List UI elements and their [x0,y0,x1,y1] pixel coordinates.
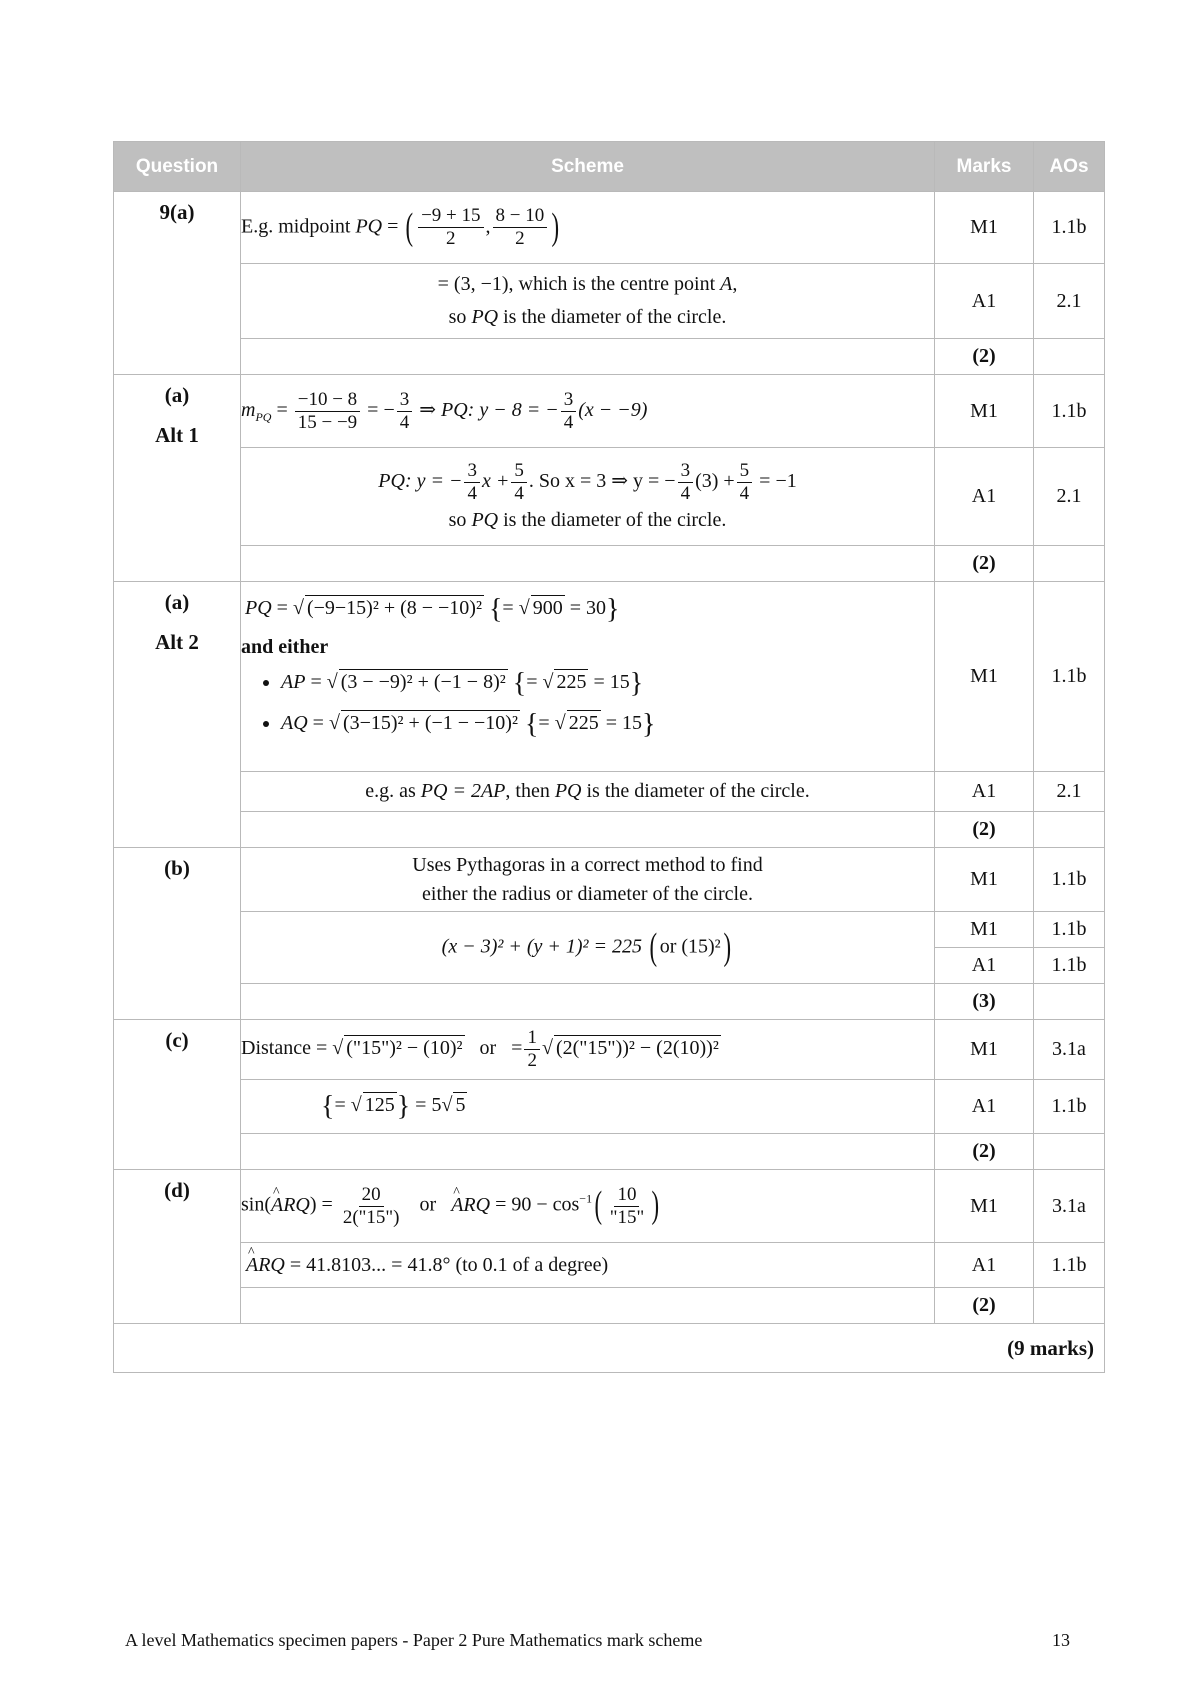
fraction: $\frac{3}{4}$ [678,460,694,505]
scheme-angle: ^ ARQ [271,1194,310,1216]
scheme-text: is the diameter of the circle. [586,780,810,802]
scheme-cell: E.g. midpoint PQ = ( $\frac{-9 + 15}{2}$ , $\frac{8 - 10}{2}$ ) [241,192,935,264]
header-aos: AOs [1034,142,1105,192]
scheme-cell [241,912,935,984]
scheme-text: Uses Pythagoras in a correct method to find [412,853,763,876]
fraction: $\frac{3}{4}$ [397,389,413,434]
table-row [114,1020,1105,1080]
ao-cell: 1.1b [1034,912,1105,948]
scheme-cell: PQ = √ (−9−15)² + (8 − −10)² {= √ 900 = 30} and either • AP = √ (3 − −9)² + (−1 − 8)² {= √ 225 = 15} • AQ = √ (3−15)² + (−1 − −10)² {= √ 225 = 15} [241,582,935,772]
paren-open: ( [594,1184,603,1227]
question-alt: Alt 2 [155,630,199,654]
ao-cell [1034,984,1105,1020]
brace-close: } [629,668,644,699]
mark-cell: A1 [935,948,1034,984]
sqrt-radicand: 5 [455,1094,466,1117]
scheme-cell [241,1243,935,1288]
part-total: (2) [935,339,1034,375]
scheme-var: PQ [554,780,582,802]
scheme-cell [241,1170,935,1243]
scheme-text: = [310,671,322,694]
sqrt-radicand: 900 [532,597,563,620]
grand-total: (9 marks) [114,1324,1105,1373]
question-label: 9(a) [114,192,241,375]
table-row [114,264,1105,339]
scheme-angle: ^ ARQ [246,1254,285,1276]
scheme-cell [241,448,935,546]
mark-cell: M1 [935,375,1034,448]
mark-cell: A1 [935,448,1034,546]
bullet-list [241,666,934,742]
scheme-var: PQ [471,306,499,328]
brace-open: { [524,709,539,740]
part-total: (2) [935,1134,1034,1170]
table-row [114,1324,1105,1373]
question-label [114,375,241,582]
ao-cell: 1.1b [1034,1080,1105,1134]
table-row [114,1288,1105,1324]
scheme-var: A [720,273,733,295]
paren-close: ) [651,1184,660,1227]
mark-cell: M1 [935,192,1034,264]
footer-title: A level Mathematics specimen papers - Paper 2 Pure Mathematics mark scheme [125,1630,703,1650]
table-row [114,848,1105,912]
mark-cell: A1 [935,1243,1034,1288]
table-row [114,912,1105,948]
part-total: (3) [935,984,1034,1020]
scheme-text: or [479,1037,497,1060]
scheme-var: AP [281,671,306,694]
sqrt-radicand: (3−15)² + (−1 − −10)² [342,712,518,735]
paren-close: ) [723,925,731,968]
header-question: Question [114,142,241,192]
sqrt-radicand: 225 [568,712,599,735]
question-label: (d) [114,1170,241,1324]
fraction: $\frac{-9 + 15}{2}$ [418,205,483,250]
scheme-text: so [448,509,467,532]
table-row [114,1170,1105,1243]
scheme-text: = [334,1094,346,1117]
scheme-var: PQ [378,469,405,492]
ao-cell: 1.1b [1034,948,1105,984]
table-row [114,546,1105,582]
scheme-text: = [312,712,324,735]
scheme-text: . So x = 3 ⇒ y = − [528,469,676,492]
scheme-text: sin( [241,1193,271,1216]
fraction: $\frac{5}{4}$ [737,460,753,505]
brace-open: { [512,668,527,699]
mark-cell: M1 [935,848,1034,912]
question-label: (c) [114,1020,241,1170]
table-row [114,984,1105,1020]
mark-cell: M1 [935,912,1034,948]
scheme-text: or [419,1193,437,1216]
table-row [114,1134,1105,1170]
ao-cell: 3.1a [1034,1170,1105,1243]
scheme-cell [241,546,935,582]
paren-open: ( [405,205,414,248]
ao-cell: 1.1b [1034,582,1105,772]
header-scheme: Scheme [241,142,935,192]
scheme-text: = [315,1037,328,1060]
scheme-text: ⇒ [419,398,436,421]
scheme-cell [241,1134,935,1170]
sqrt-radicand: (2("15"))² − (2(10))² [555,1037,719,1060]
footer-page-number: 13 [1052,1630,1070,1650]
ao-cell: 2.1 [1034,772,1105,812]
ao-cell: 3.1a [1034,1020,1105,1080]
ao-cell [1034,1134,1105,1170]
table-row [114,339,1105,375]
scheme-text: = − [367,398,395,421]
scheme-var: PQ [255,409,272,424]
scheme-text: or (15)² [659,935,721,958]
scheme-text: , then [505,780,550,802]
scheme-heading: and either [241,636,329,658]
fraction: $\frac{10}{"15"}$ [609,1183,645,1228]
table-row [114,582,1105,772]
scheme-text: is the diameter of the circle. [503,306,727,328]
table-row [114,192,1105,264]
scheme-text: = [526,671,538,694]
table-row [114,375,1105,448]
scheme-cell [241,1288,935,1324]
question-part: (a) [164,383,190,407]
scheme-text: = [276,597,288,620]
ao-cell: 1.1b [1034,375,1105,448]
ao-cell: 2.1 [1034,448,1105,546]
sqrt-radicand: ("15")² − (10)² [346,1037,463,1060]
fraction: $\frac{-10 - 8}{15 - -9}$ [295,389,360,434]
mark-cell: M1 [935,582,1034,772]
scheme-text: ) = [309,1193,333,1216]
ao-cell: 1.1b [1034,848,1105,912]
scheme-text: x + [481,469,510,492]
header-marks: Marks [935,142,1034,192]
scheme-var: PQ [471,509,499,532]
scheme-text: e.g. as [365,780,416,802]
list-item: • AP = √ (3 − −9)² + (−1 − 8)² {= √ 225 = 15} [281,666,934,701]
scheme-equation: (x − 3)² + (y + 1)² = 225 [441,935,643,958]
scheme-text: Distance [241,1037,311,1060]
table-header-row [114,142,1105,192]
scheme-text: : y − 8 = − [467,398,559,421]
scheme-text: = [511,1037,523,1060]
scheme-text: = [387,215,399,238]
ao-cell [1034,546,1105,582]
scheme-text: (3) + [695,469,735,492]
scheme-cell [241,772,935,812]
fraction: $\frac{20}{2("15")}$ [342,1183,400,1228]
brace-open: { [321,1091,335,1122]
scheme-text: = −1 [759,469,797,492]
scheme-text: , [732,273,738,295]
scheme-text: = [502,597,514,620]
scheme-text: E.g. midpoint [241,215,351,238]
scheme-angle: ^ ARQ [451,1194,490,1216]
paren-close: ) [551,205,560,248]
list-item: • AQ = √ (3−15)² + (−1 − −10)² {= √ 225 = 15} [281,707,934,742]
scheme-cell: Distance = √ ("15")² − (10)² or = $\frac{1}{2}$ √ (2("15"))² − (2(10))² [241,1020,935,1080]
mark-cell: A1 [935,264,1034,339]
table-row [114,1243,1105,1288]
scheme-text: (x − −9) [578,398,648,421]
scheme-text: : y = − [404,469,463,492]
sqrt-radicand: 125 [364,1094,395,1117]
scheme-var: AQ [281,712,308,735]
fraction: $\frac{1}{2}$ [524,1027,540,1072]
ao-cell: 2.1 [1034,264,1105,339]
scheme-cell [241,339,935,375]
scheme-var: PQ [441,398,468,421]
scheme-text: = 15 [593,671,630,694]
table-row [114,812,1105,848]
brace-close: } [396,1091,411,1122]
scheme-text: = 30 [569,597,606,620]
scheme-var: PQ = 2AP [420,780,506,802]
scheme-text: so [448,306,467,328]
question-label: (b) [114,848,241,1020]
mark-cell: A1 [935,1080,1034,1134]
table-row [114,448,1105,546]
scheme-text: = 41.8103... = 41.8° (to 0.1 of a degree) [289,1253,609,1276]
table-row [114,772,1105,812]
question-part: (a) [164,590,190,614]
fraction: $\frac{3}{4}$ [464,460,480,505]
scheme-var: PQ [355,215,383,238]
table-row [114,1080,1105,1134]
fraction: $\frac{3}{4}$ [561,389,577,434]
scheme-cell [241,848,935,912]
question-label [114,582,241,848]
scheme-cell [241,264,935,339]
brace-close: } [605,594,620,625]
scheme-var: PQ [245,597,272,620]
ao-cell [1034,339,1105,375]
sqrt-radicand: (−9−15)² + (8 − −10)² [306,597,482,620]
ao-cell: 1.1b [1034,192,1105,264]
part-total: (2) [935,546,1034,582]
brace-open: { [488,594,503,625]
mark-cell: M1 [935,1020,1034,1080]
superscript: −1 [579,1191,593,1206]
sqrt-radicand: (3 − −9)² + (−1 − 8)² [340,671,506,694]
mark-cell: A1 [935,772,1034,812]
scheme-var: m [241,398,256,421]
scheme-cell [241,812,935,848]
scheme-text: = [538,712,550,735]
scheme-text: = 90 − cos [495,1193,580,1216]
scheme-text: either the radius or diameter of the circle. [422,882,753,905]
scheme-cell: $m_{PQ}$ = $\frac{-10 - 8}{15 - -9}$ = − $\frac{3}{4}$ ⇒ PQ: y − 8 = − $\frac{3}{4}$ (x − −9) [241,375,935,448]
paren-open: ( [649,925,658,968]
part-total: (2) [935,812,1034,848]
ao-cell [1034,1288,1105,1324]
scheme-text: = (3, −1), which is the centre point [437,273,716,295]
part-total: (2) [935,1288,1034,1324]
sqrt-radicand: 225 [556,671,587,694]
scheme-cell: {= √ 125} = 5√ 5 [241,1080,935,1134]
fraction: $\frac{8 - 10}{2}$ [493,205,548,250]
mark-scheme-table [113,141,1105,1373]
mark-cell: M1 [935,1170,1034,1243]
scheme-text: is the diameter of the circle. [503,509,727,532]
brace-close: } [641,709,656,740]
scheme-text: = 5 [415,1094,442,1117]
scheme-cell [241,984,935,1020]
ao-cell: 1.1b [1034,1243,1105,1288]
ao-cell [1034,812,1105,848]
scheme-text: = 15 [605,712,642,735]
fraction: $\frac{5}{4}$ [511,460,527,505]
question-alt: Alt 1 [155,423,199,447]
